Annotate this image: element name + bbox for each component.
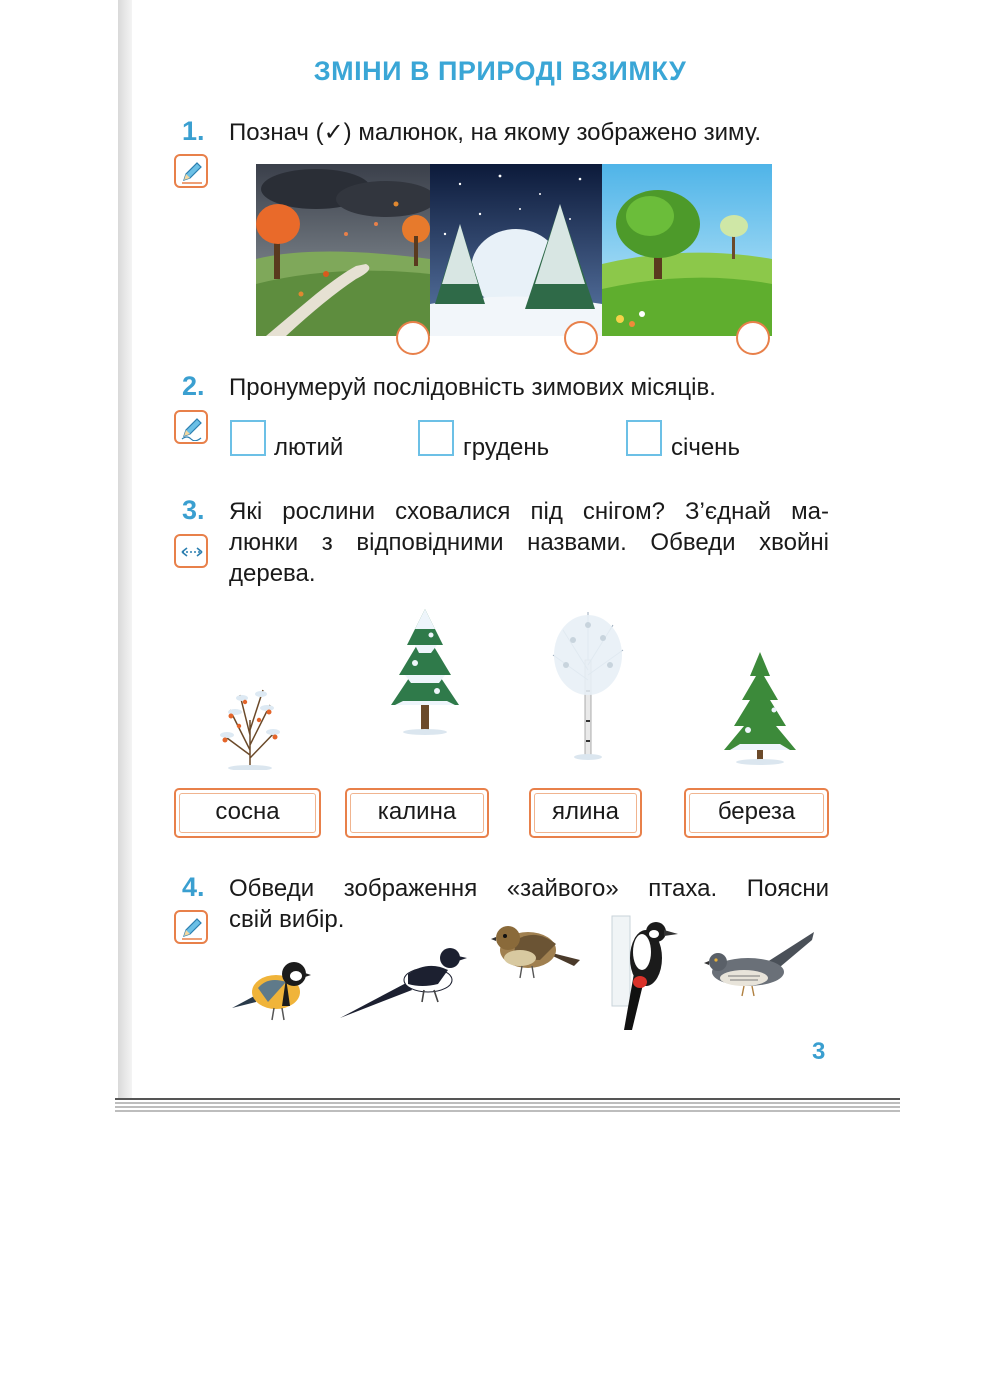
cuckoo-picture[interactable]	[704, 930, 816, 1007]
task-2-text: Пронумеруй послідовність зимових місяців.	[229, 374, 716, 401]
name-box-pine[interactable]: сосна	[174, 788, 321, 838]
spring-picture	[602, 164, 772, 336]
spruce-tree-picture[interactable]	[720, 650, 800, 771]
answer-circle-spring[interactable]	[736, 321, 770, 355]
sparrow-picture[interactable]	[490, 920, 582, 987]
task-4-number: 4.	[182, 872, 205, 902]
task-4-line-2: свій вибір.	[229, 906, 345, 933]
answer-circle-autumn[interactable]	[396, 321, 430, 355]
guelder-rose-bush-picture[interactable]	[215, 680, 285, 775]
pencil-icon	[174, 910, 208, 944]
month-label-2: грудень	[463, 434, 550, 461]
pencil-icon	[174, 410, 208, 444]
month-number-box-2[interactable]	[418, 420, 454, 456]
winter-picture	[430, 164, 602, 336]
magpie-picture[interactable]	[338, 942, 468, 1027]
page-number: 3	[812, 1038, 826, 1065]
pencil-icon	[174, 154, 208, 188]
month-number-box-1[interactable]	[230, 420, 266, 456]
task-1-number: 1.	[182, 116, 205, 146]
pine-tree-picture[interactable]	[385, 605, 465, 740]
month-number-box-3[interactable]	[626, 420, 662, 456]
name-box-guelder-rose[interactable]: калина	[345, 788, 489, 838]
task-4-line-1: Обведи зображення «зайвого» птаха. Поясни	[229, 875, 829, 902]
task-3-line-3: дерева.	[229, 560, 316, 587]
great-tit-picture[interactable]	[228, 958, 312, 1029]
autumn-picture	[256, 164, 430, 336]
birch-tree-picture[interactable]	[548, 610, 628, 765]
task-3-text	[229, 496, 829, 589]
answer-circle-winter[interactable]	[564, 321, 598, 355]
name-box-spruce[interactable]: ялина	[529, 788, 642, 838]
scan-margin	[0, 0, 118, 1376]
month-label-3: січень	[671, 434, 740, 461]
name-box-birch[interactable]: береза	[684, 788, 829, 838]
woodpecker-picture[interactable]	[606, 912, 682, 1039]
task-3-line-1: Які рослини сховалися під снігом? З’єднай ма-	[229, 498, 829, 525]
month-label-1: лютий	[274, 434, 344, 461]
task-3-number: 3.	[182, 495, 205, 525]
connect-arrows-icon	[174, 534, 208, 568]
task-2-number: 2.	[182, 371, 205, 401]
page-stack-edge	[115, 1098, 900, 1116]
page-title: ЗМІНИ В ПРИРОДІ ВЗИМКУ	[313, 56, 687, 86]
book-spine	[118, 0, 132, 1100]
task-1-text: Познач (✓) малюнок, на якому зображено зиму.	[229, 119, 762, 146]
task-3-line-2: люнки з відповідними назвами. Обведи хвойні	[229, 529, 829, 556]
